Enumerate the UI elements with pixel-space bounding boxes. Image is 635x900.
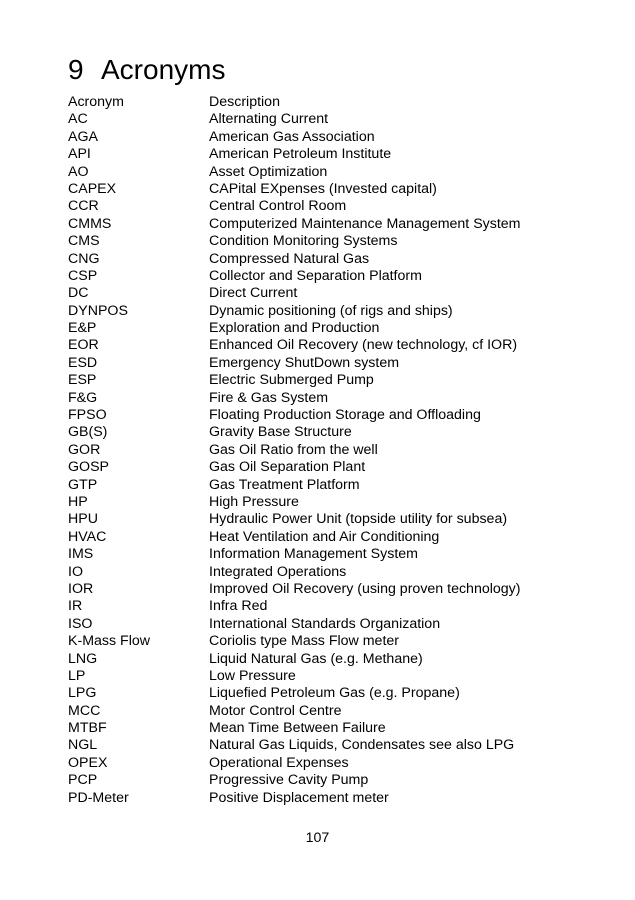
section-title: Acronyms [101, 54, 226, 85]
description-cell: Asset Optimization [209, 163, 328, 180]
table-row [68, 546, 568, 563]
table-row [68, 181, 568, 198]
acronym-cell: HVAC [68, 528, 107, 545]
table-row [68, 337, 568, 354]
table-row [68, 477, 568, 494]
acronym-cell: HPU [68, 511, 98, 528]
table-row [68, 320, 568, 337]
description-cell: Condition Monitoring Systems [209, 233, 398, 250]
description-cell: Coriolis type Mass Flow meter [209, 633, 400, 650]
acronym-cell: ESP [68, 372, 97, 389]
acronym-cell: E&P [68, 320, 97, 337]
acronym-cell: GOR [68, 441, 101, 458]
table-row [68, 651, 568, 668]
description-cell: Gravity Base Structure [209, 424, 352, 441]
description-cell: Positive Displacement meter [209, 789, 389, 806]
table-row [68, 355, 568, 372]
table-row [68, 303, 568, 320]
acronym-cell: PD-Meter [68, 789, 129, 806]
acronym-cell: API [68, 146, 91, 163]
table-row [68, 494, 568, 511]
table-row [68, 668, 568, 685]
description-cell: International Standards Organization [209, 615, 441, 632]
description-cell: Central Control Room [209, 198, 347, 215]
acronym-cell: IMS [68, 546, 94, 563]
description-cell: Infra Red [209, 598, 268, 615]
acronym-cell: LNG [68, 650, 98, 667]
table-row [68, 146, 568, 163]
acronym-cell: IOR [68, 580, 94, 597]
acronym-cell: AO [68, 163, 89, 180]
acronym-cell: CMMS [68, 215, 112, 232]
table-row [68, 424, 568, 441]
description-cell: Floating Production Storage and Offloading [209, 407, 481, 424]
acronym-cell: CSP [68, 267, 98, 284]
table-row [68, 251, 568, 268]
acronym-rows [68, 111, 568, 807]
acronym-cell: ISO [68, 615, 93, 632]
acronym-cell: K-Mass Flow [68, 633, 150, 650]
header-acronym: Acronym [68, 94, 124, 110]
description-cell: Progressive Cavity Pump [209, 772, 369, 789]
acronym-cell: CAPEX [68, 180, 117, 197]
description-cell: Operational Expenses [209, 754, 349, 771]
description-cell: Fire & Gas System [209, 389, 329, 406]
acronym-cell: HP [68, 493, 88, 510]
description-cell: Gas Treatment Platform [209, 476, 360, 493]
acronym-cell: EOR [68, 337, 99, 354]
header-description: Description [209, 94, 280, 110]
description-cell: Gas Oil Ratio from the well [209, 441, 378, 458]
table-row [68, 111, 568, 128]
acronym-cell: GTP [68, 476, 98, 493]
acronym-cell: MCC [68, 702, 101, 719]
table-row [68, 790, 568, 807]
description-cell: Gas Oil Separation Plant [209, 459, 366, 476]
acronym-cell: CCR [68, 198, 99, 215]
description-cell: American Gas Association [209, 128, 375, 145]
acronym-cell: OPEX [68, 754, 108, 771]
description-cell: Direct Current [209, 285, 298, 302]
table-row [68, 216, 568, 233]
acronym-cell: CNG [68, 250, 100, 267]
acronym-cell: CMS [68, 233, 100, 250]
description-cell: Dynamic positioning (of rigs and ships) [209, 302, 453, 319]
description-cell: Liquid Natural Gas (e.g. Methane) [209, 650, 423, 667]
description-cell: Low Pressure [209, 667, 296, 684]
acronym-cell: GOSP [68, 459, 109, 476]
table-row [68, 285, 568, 302]
acronym-cell: PCP [68, 772, 98, 789]
description-cell: Computerized Maintenance Management System [209, 215, 521, 232]
acronym-cell: F&G [68, 389, 98, 406]
table-row [68, 772, 568, 789]
description-cell: Heat Ventilation and Air Conditioning [209, 528, 440, 545]
table-row [68, 529, 568, 546]
description-cell: Collector and Separation Platform [209, 267, 422, 284]
table-row [68, 442, 568, 459]
table-row [68, 703, 568, 720]
acronym-cell: FPSO [68, 407, 107, 424]
description-cell: Information Management System [209, 546, 418, 563]
acronym-cell: MTBF [68, 720, 107, 737]
description-cell: Motor Control Centre [209, 702, 342, 719]
description-cell: Integrated Operations [209, 563, 347, 580]
table-row [68, 407, 568, 424]
acronym-cell: NGL [68, 737, 98, 754]
table-row [68, 616, 568, 633]
acronym-cell: AGA [68, 128, 98, 145]
description-cell: Compressed Natural Gas [209, 250, 370, 267]
description-cell: Liquefied Petroleum Gas (e.g. Propane) [209, 685, 460, 702]
section-heading [68, 52, 225, 88]
acronym-cell: ESD [68, 354, 98, 371]
table-row [68, 198, 568, 215]
table-row [68, 720, 568, 737]
description-cell: Emergency ShutDown system [209, 354, 400, 371]
table-row [68, 581, 568, 598]
description-cell: High Pressure [209, 493, 299, 510]
description-cell: Alternating Current [209, 111, 329, 128]
acronym-cell: DC [68, 285, 89, 302]
acronym-cell: DYNPOS [68, 302, 128, 319]
table-row [68, 633, 568, 650]
table-row [68, 755, 568, 772]
acronym-cell: LP [68, 667, 86, 684]
acronym-table [68, 94, 568, 807]
description-cell: CAPital EXpenses (Invested capital) [209, 180, 437, 197]
acronym-cell: AC [68, 111, 88, 128]
description-cell: Mean Time Between Failure [209, 720, 386, 737]
description-cell: Natural Gas Liquids, Condensates see also LPG [209, 737, 515, 754]
table-row [68, 685, 568, 702]
table-row [68, 564, 568, 581]
description-cell: Exploration and Production [209, 320, 380, 337]
description-cell: American Petroleum Institute [209, 146, 392, 163]
table-row [68, 372, 568, 389]
acronym-cell: IO [68, 563, 83, 580]
table-row [68, 598, 568, 615]
acronym-cell: LPG [68, 685, 97, 702]
table-row [68, 459, 568, 476]
table-row [68, 390, 568, 407]
table-row [68, 164, 568, 181]
description-cell: Improved Oil Recovery (using proven technology) [209, 580, 521, 597]
description-cell: Enhanced Oil Recovery (new technology, cf IOR) [209, 337, 518, 354]
table-row [68, 268, 568, 285]
acronym-cell: IR [68, 598, 83, 615]
table-header-row [68, 94, 568, 111]
section-number: 9 [68, 54, 84, 85]
description-cell: Electric Submerged Pump [209, 372, 374, 389]
table-row [68, 737, 568, 754]
table-row [68, 129, 568, 146]
table-row [68, 233, 568, 250]
table-row [68, 511, 568, 528]
description-cell: Hydraulic Power Unit (topside utility for subsea) [209, 511, 508, 528]
page-number: 107 [305, 830, 330, 846]
acronym-cell: GB(S) [68, 424, 108, 441]
